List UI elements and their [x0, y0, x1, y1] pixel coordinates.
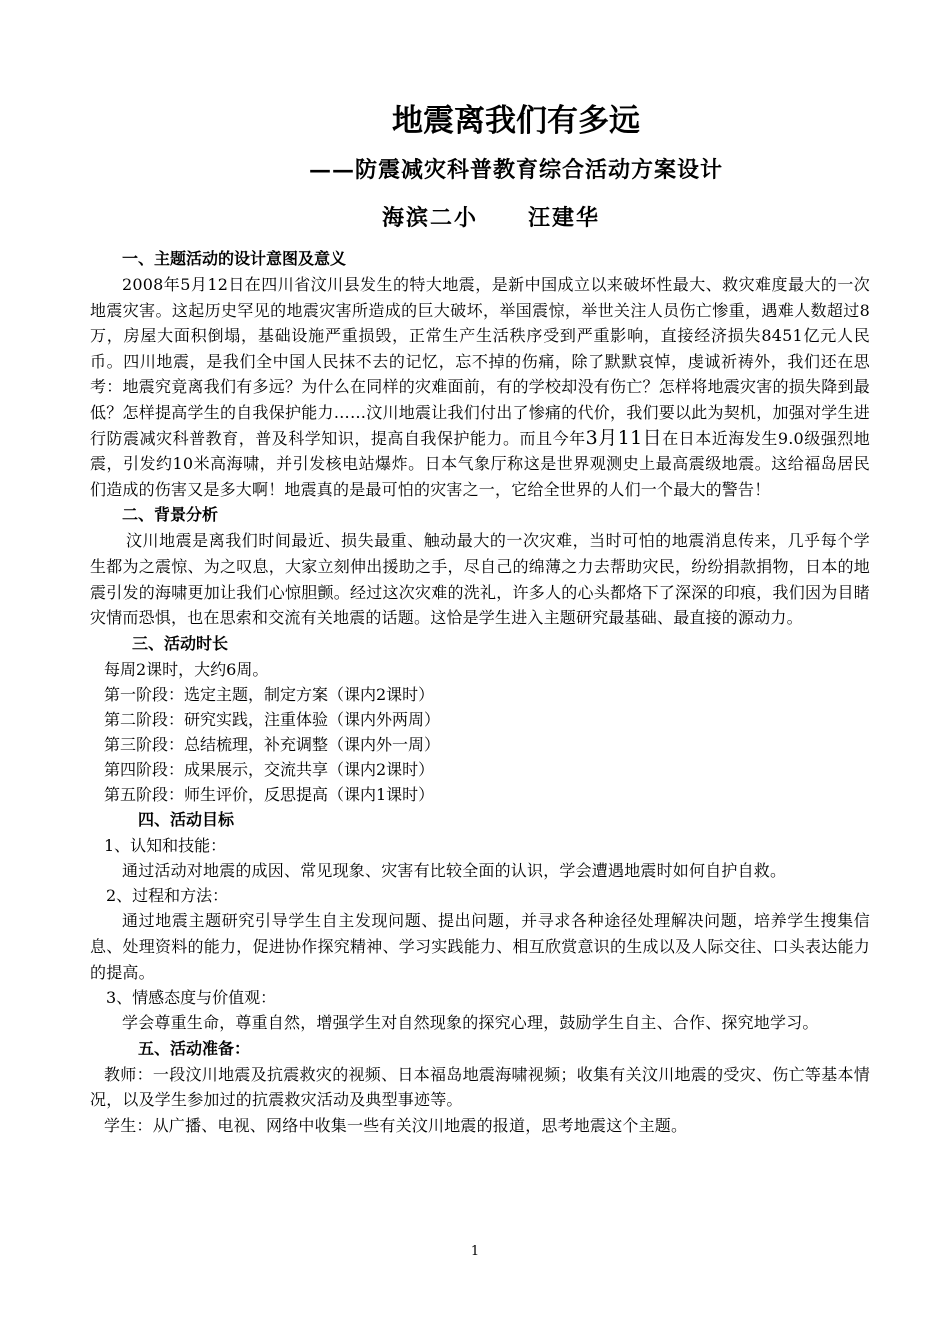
section-1-text-b: 在日本近海发生9.0级强烈地震，引发约10米高海啸，并引发核电站爆炸。日本气象厅称这是世界观测史上最高震级地震。这给福岛居民们造成的伤害又是多大啊！地震真的是最可怕的灾害之一，它给全世界的人们一个最大的警告！ — [90, 428, 871, 499]
document-page — [90, 92, 870, 1138]
section-1-paragraph — [90, 272, 870, 502]
section-1-text-a: 2008年5月12日在四川省汶川县发生的特大地震，是新中国成立以来破坏性最大、救灾难度最大的一次地震灾害。这起历史罕见的地震灾害所造成的巨大破坏，举国震惊，举世关注人员伤亡惨重，遇难人数超过8万，房屋大面积倒塌，基础设施严重损毁，正常生产生活秩序受到严重影响，直接经济损失8451亿元人民币。四川地震，是我们全中国人民抹不去的记忆，忘不掉的伤痛，除了默默哀悼，虔诚祈祷外，我们还在思考：地震究竟离我们有多远？为什么在同样的灾难面前，有的学校却没有伤亡？怎样将地震灾害的损失降到最低？怎样提高学生的自我保护能力……汶川地震让我们付出了惨痛的代价，我们要以此为契机，加强对学生进行防震减灾科普教育，普及科学知识，提高自我保护能力。而且今年 — [90, 275, 870, 448]
author-school: 海滨二小 — [381, 205, 478, 231]
section-2-paragraph: 汶川地震是离我们时间最近、损失最重、触动最大的一次灾难，当时可怕的地震消息传来，几乎每个学生都为之震惊、为之叹息，大家立刻伸出援助之手，尽自己的绵薄之力去帮助灾民，纷纷捐款捐物，日本的地震引发的海啸更加让我们心惊胆颤。经过这次灾难的洗礼，许多人的心头都烙下了深深的印痕，我们因为目睹灾情而恐惧，也在思索和交流有关地震的话题。这恰是学生进入主题研究最基础、最直接的源动力。 — [90, 531, 870, 628]
page-subtitle: ——防震减灾科普教育综合活动方案设计 — [308, 157, 723, 183]
goal-text: 通过活动对地震的成因、常见现象、灾害有比较全面的认识，学会遭遇地震时如何自护自救。 — [122, 860, 787, 880]
schedule-line: 每周2课时，大约6周。 — [104, 659, 269, 679]
section-1-date: 3月11日 — [585, 426, 663, 449]
section-heading-2: 二、背景分析 — [122, 505, 219, 525]
page-number: 1 — [470, 1244, 480, 1259]
section-heading-4: 四、活动目标 — [138, 809, 235, 829]
page-title: 地震离我们有多远 — [392, 103, 640, 139]
goal-label: 1、认知和技能： — [104, 835, 227, 855]
schedule-line: 第一阶段：选定主题，制定方案（课内2课时） — [104, 684, 435, 704]
author-name: 汪建华 — [528, 205, 601, 231]
schedule-line: 第五阶段：师生评价，反思提高（课内1课时） — [104, 784, 435, 804]
section-heading-5: 五、活动准备： — [138, 1038, 251, 1058]
schedule-line: 第四阶段：成果展示，交流共享（课内2课时） — [104, 759, 435, 779]
schedule-line: 第二阶段：研究实践，注重体验（课内外两周） — [104, 709, 441, 729]
teacher-prep: 教师：一段汶川地震及抗震救灾的视频、日本福岛地震海啸视频；收集有关汶川地震的受灾、伤亡等基本情况，以及学生参加过的抗震救灾活动及典型事迹等。 — [90, 1064, 870, 1110]
author-line — [112, 190, 870, 246]
goal-text: 学会尊重生命，尊重自然，增强学生对自然现象的探究心理，鼓励学生自主、合作、探究地学习。 — [122, 1013, 819, 1033]
goal-label: 2、过程和方法： — [106, 886, 229, 906]
goal-text: 通过地震主题研究引导学生自主发现问题、提出问题，并寻求各种途径处理解决问题，培养学生搜集信息、处理资料的能力，促进协作探究精神、学习实践能力、相互欣赏意识的生成以及人际交往、口头表达能力的提高。 — [90, 911, 870, 982]
schedule-line: 第三阶段：总结梳理，补充调整（课内外一周） — [104, 734, 441, 754]
goal-label: 3、情感态度与价值观： — [106, 988, 277, 1008]
student-prep: 学生：从广播、电视、网络中收集一些有关汶川地震的报道，思考地震这个主题。 — [104, 1115, 688, 1135]
section-heading-3: 三、活动时长 — [132, 633, 229, 653]
section-heading-1: 一、主题活动的设计意图及意义 — [122, 249, 347, 268]
